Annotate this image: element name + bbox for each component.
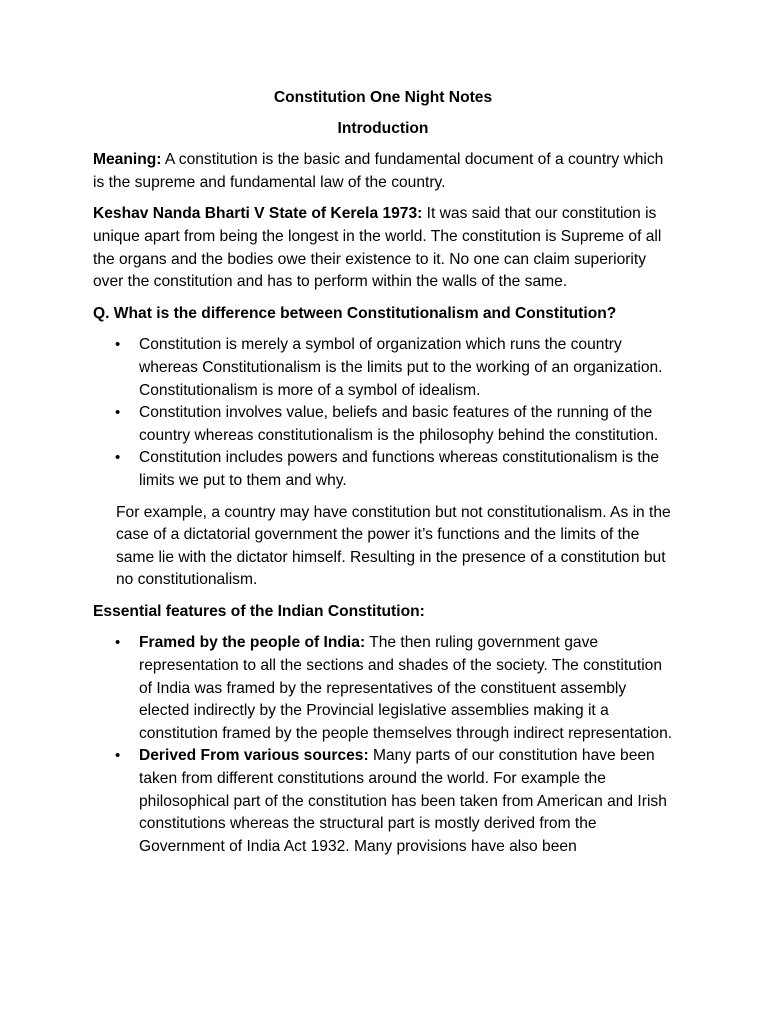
list-item	[139, 745, 673, 858]
difference-list	[93, 334, 673, 492]
list-item: • Constitution includes powers and functions whereas constitutionalism is the limits we put to them and why.	[139, 447, 673, 492]
section-heading-introduction: Introduction	[337, 119, 429, 137]
feature-text: Many parts of our constitution have been taken from different constitutions around the world. For example the philosophical part of the constitution has been taken from American and Irish constitutions whereas the structural part is mostly derived from the Government of India Act 1932. Many provisions have also been	[139, 747, 667, 855]
meaning-label: Meaning:	[93, 151, 162, 169]
document-body	[93, 87, 673, 867]
case-label: Keshav Nanda Bharti V State of Kerela 1973:	[93, 205, 423, 223]
features-list	[93, 632, 673, 858]
feature-text: The then ruling government gave representation to all the sections and shades of the society. The constitution of India was framed by the representatives of the constituent assembly elected indirectly by the Provincial legislative assemblies making it a constitution framed by the people themselves through indirect representation.	[139, 634, 673, 742]
feature-label: Derived From various sources:	[139, 747, 369, 765]
features-heading: Essential features of the Indian Constitution:	[93, 602, 425, 620]
case-text: It was said that our constitution is unique apart from being the longest in the world. The constitution is Supreme of all the organs and the bodies owe their existence to it. No one can claim superiority over the constitution and has to perform within the walls of the same.	[93, 205, 662, 291]
example-paragraph: For example, a country may have constitution but not constitutionalism. As in the case of a dictatorial government the power it’s functions and the limits of the same lie with the dictator himself. Resulting in the presence of a constitution but no constitutionalism.	[116, 503, 671, 589]
case-paragraph	[93, 203, 673, 293]
document-title: Constitution One Night Notes	[273, 89, 493, 106]
feature-label: Framed by the people of India:	[139, 634, 366, 652]
meaning-paragraph	[93, 149, 673, 194]
meaning-text: A constitution is the basic and fundamental document of a country which is the supreme and fundamental law of the country.	[93, 151, 664, 191]
list-item	[139, 632, 673, 745]
list-item: • Constitution involves value, beliefs and basic features of the running of the country whereas constitutionalism is the philosophy behind the constitution.	[139, 402, 673, 447]
question-heading: Q. What is the difference between Constitutionalism and Constitution?	[93, 304, 617, 322]
list-item: • Constitution is merely a symbol of organization which runs the country whereas Constitutionalism is the limits put to the working of an organization. Constitutionalism is more of a symbol of idealism.	[139, 334, 673, 402]
